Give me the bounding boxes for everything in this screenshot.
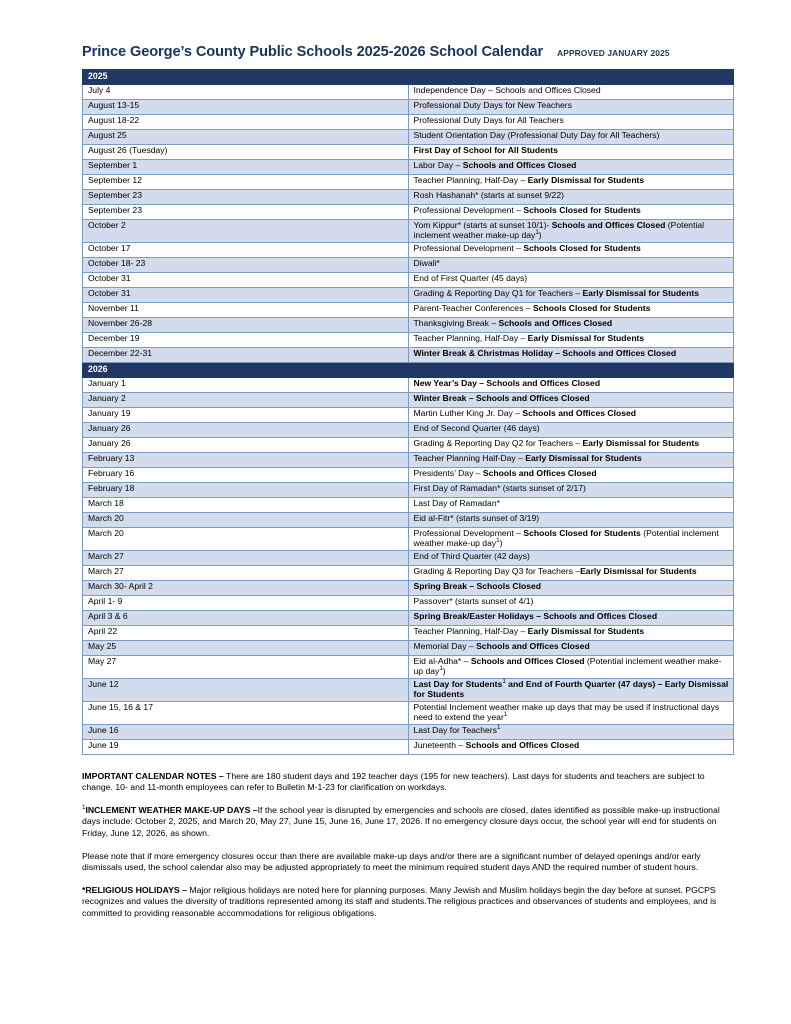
calendar-date-cell: September 12	[83, 175, 409, 190]
calendar-event-cell: Martin Luther King Jr. Day – Schools and Offices Closed	[408, 407, 734, 422]
table-row	[83, 655, 734, 678]
calendar-event-cell: End of Third Quarter (42 days)	[408, 550, 734, 565]
table-row	[83, 595, 734, 610]
table-row	[83, 145, 734, 160]
calendar-date-cell: March 20	[83, 512, 409, 527]
calendar-date-cell: January 26	[83, 422, 409, 437]
calendar-event-cell: New Year’s Day – Schools and Offices Closed	[408, 377, 734, 392]
calendar-date-cell: January 1	[83, 377, 409, 392]
calendar-date-cell: August 26 (Tuesday)	[83, 145, 409, 160]
table-row	[83, 497, 734, 512]
calendar-date-cell: January 26	[83, 437, 409, 452]
calendar-event-cell: Presidents’ Day – Schools and Offices Closed	[408, 467, 734, 482]
calendar-date-cell: August 18-22	[83, 115, 409, 130]
calendar-event-cell: Teacher Planning, Half-Day – Early Dismissal for Students	[408, 332, 734, 347]
calendar-note-paragraph: $^1$INCLEMENT WEATHER MAKE-UP DAYS –If the school year is disrupted by emergencies and schools are closed, dates identified as possible make-up instructional days include: October 2, 2025, and March 20, May 27, June 15, June 16, June 17, 2026. If no emergency closure days occur, the school year will end for students on Friday, June 12, 2026, as shown.	[82, 803, 720, 838]
table-row	[83, 302, 734, 317]
calendar-date-cell: August 13-15	[83, 100, 409, 115]
calendar-event-cell: Passover* (starts sunset of 4/1)	[408, 595, 734, 610]
table-row	[83, 580, 734, 595]
calendar-date-cell: February 18	[83, 482, 409, 497]
calendar-date-cell: September 23	[83, 190, 409, 205]
calendar-event-cell: Last Day of Ramadan*	[408, 497, 734, 512]
calendar-event-cell: Teacher Planning Half-Day – Early Dismissal for Students	[408, 452, 734, 467]
table-row	[83, 257, 734, 272]
calendar-date-cell: December 19	[83, 332, 409, 347]
table-row	[83, 610, 734, 625]
table-row	[83, 115, 734, 130]
calendar-date-cell: June 19	[83, 739, 409, 754]
calendar-event-cell: Independence Day – Schools and Offices Closed	[408, 85, 734, 100]
table-row	[83, 437, 734, 452]
table-row	[83, 175, 734, 190]
calendar-event-cell: Professional Development – Schools Closed for Students (Potential inclement weather make-up day$^1$)	[408, 527, 734, 550]
table-row	[83, 190, 734, 205]
calendar-event-cell: Parent-Teacher Conferences – Schools Closed for Students	[408, 302, 734, 317]
table-row	[83, 272, 734, 287]
calendar-note-paragraph: Please note that if more emergency closures occur than there are available make-up days and/or there are a significant number of delayed openings and/or early dismissals used, the school calendar also may be adjusted appropriately to meet the minimum required student days AND the required number of student hours.	[82, 850, 701, 873]
calendar-date-cell: October 17	[83, 242, 409, 257]
calendar-note-paragraph: IMPORTANT CALENDAR NOTES – There are 180 student days and 192 teacher days (195 for new teachers). Last days for students and teachers are subject to change. 10- and 11-month employees can refer to Bulletin M-1-23 for clarification on workdays.	[82, 770, 705, 793]
calendar-date-cell: March 27	[83, 565, 409, 580]
table-row	[83, 739, 734, 754]
page-title: Prince George’s County Public Schools 2025-2026 School Calendar	[82, 44, 544, 60]
table-row	[83, 482, 734, 497]
table-row	[83, 640, 734, 655]
calendar-event-cell: Potential Inclement weather make up days that may be used if instructional days need to extend the year$^1$	[408, 701, 734, 724]
calendar-event-cell: End of Second Quarter (46 days)	[408, 422, 734, 437]
calendar-date-cell: April 3 & 6	[83, 610, 409, 625]
calendar-event-cell: Winter Break – Schools and Offices Closed	[408, 392, 734, 407]
calendar-event-cell: Diwali*	[408, 257, 734, 272]
calendar-date-cell: October 2	[83, 220, 409, 243]
table-row	[83, 625, 734, 640]
calendar-event-cell: Spring Break/Easter Holidays – Schools and Offices Closed	[408, 610, 734, 625]
table-row	[83, 724, 734, 739]
calendar-event-cell: Teacher Planning, Half-Day – Early Dismissal for Students	[408, 175, 734, 190]
calendar-date-cell: March 18	[83, 497, 409, 512]
table-row	[83, 100, 734, 115]
table-row	[83, 85, 734, 100]
calendar-event-cell: Grading & Reporting Day Q3 for Teachers –Early Dismissal for Students	[408, 565, 734, 580]
calendar-date-cell: July 4	[83, 85, 409, 100]
table-row	[83, 220, 734, 243]
calendar-event-cell: Eid al-Adha* – Schools and Offices Closed (Potential inclement weather make-up day$^1$)	[408, 655, 734, 678]
calendar-date-cell: February 16	[83, 467, 409, 482]
table-row	[83, 317, 734, 332]
calendar-date-cell: June 16	[83, 724, 409, 739]
document-header	[82, 44, 735, 60]
calendar-date-cell: March 30- April 2	[83, 580, 409, 595]
calendar-event-cell: Student Orientation Day (Professional Duty Day for All Teachers)	[408, 130, 734, 145]
calendar-event-cell: Grading & Reporting Day Q1 for Teachers – Early Dismissal for Students	[408, 287, 734, 302]
calendar-event-cell: First Day of School for All Students	[408, 145, 734, 160]
calendar-date-cell: October 31	[83, 272, 409, 287]
calendar-date-cell: December 22-31	[83, 347, 409, 362]
calendar-note-paragraph: *RELIGIOUS HOLIDAYS – Major religious holidays are noted here for planning purposes. Many Jewish and Muslim holidays begin the day before at sunset. PGCPS recognizes and values the diversity of traditions represented among its staff and students.The religious practices and observances of students and employees, and is committed to providing reasonable accommodations for religious obligations.	[82, 884, 717, 918]
calendar-event-cell: Professional Development – Schools Closed for Students	[408, 242, 734, 257]
calendar-date-cell: April 22	[83, 625, 409, 640]
calendar-date-cell: January 2	[83, 392, 409, 407]
table-row	[83, 512, 734, 527]
table-row	[83, 452, 734, 467]
calendar-year-label: 2026	[83, 362, 734, 377]
approval-stamp: APPROVED JANUARY 2025	[557, 48, 670, 58]
calendar-year-label: 2025	[83, 70, 734, 85]
calendar-date-cell: September 1	[83, 160, 409, 175]
table-row	[83, 407, 734, 422]
table-row	[83, 205, 734, 220]
calendar-date-cell: May 27	[83, 655, 409, 678]
table-row	[83, 467, 734, 482]
calendar-date-cell: June 15, 16 & 17	[83, 701, 409, 724]
calendar-date-cell: May 25	[83, 640, 409, 655]
table-row	[83, 701, 734, 724]
calendar-event-cell: Last Day for Teachers$^1$	[408, 724, 734, 739]
calendar-date-cell: November 11	[83, 302, 409, 317]
calendar-date-cell: October 18- 23	[83, 257, 409, 272]
calendar-event-cell: Professional Development – Schools Closed for Students	[408, 205, 734, 220]
table-row	[83, 347, 734, 362]
calendar-event-cell: Grading & Reporting Day Q2 for Teachers – Early Dismissal for Students	[408, 437, 734, 452]
calendar-date-cell: September 23	[83, 205, 409, 220]
table-row	[83, 160, 734, 175]
table-row	[83, 527, 734, 550]
calendar-date-cell: March 20	[83, 527, 409, 550]
calendar-event-cell: Winter Break & Christmas Holiday – Schools and Offices Closed	[408, 347, 734, 362]
calendar-year-header	[83, 362, 734, 377]
table-row	[83, 130, 734, 145]
calendar-event-cell: Last Day for Students$^1$ and End of Fourth Quarter (47 days) – Early Dismissal for Students	[408, 678, 734, 701]
calendar-event-cell: End of First Quarter (45 days)	[408, 272, 734, 287]
table-row	[83, 287, 734, 302]
table-row	[83, 242, 734, 257]
table-row	[83, 392, 734, 407]
calendar-date-cell: March 27	[83, 550, 409, 565]
calendar-event-cell: Teacher Planning, Half-Day – Early Dismissal for Students	[408, 625, 734, 640]
calendar-date-cell: January 19	[83, 407, 409, 422]
calendar-date-cell: April 1- 9	[83, 595, 409, 610]
calendar-event-cell: Spring Break – Schools Closed	[408, 580, 734, 595]
calendar-date-cell: October 31	[83, 287, 409, 302]
table-row	[83, 422, 734, 437]
calendar-date-cell: February 13	[83, 452, 409, 467]
calendar-event-cell: Labor Day – Schools and Offices Closed	[408, 160, 734, 175]
calendar-table-body	[83, 70, 734, 755]
table-row	[83, 332, 734, 347]
calendar-event-cell: Juneteenth – Schools and Offices Closed	[408, 739, 734, 754]
table-row	[83, 377, 734, 392]
table-row	[83, 678, 734, 701]
calendar-event-cell: Professional Duty Days for All Teachers	[408, 115, 734, 130]
calendar-date-cell: June 12	[83, 678, 409, 701]
calendar-event-cell: Memorial Day – Schools and Offices Closed	[408, 640, 734, 655]
table-row	[83, 565, 734, 580]
calendar-event-cell: Rosh Hashanah* (starts at sunset 9/22)	[408, 190, 734, 205]
calendar-notes	[82, 771, 734, 920]
calendar-year-header	[83, 70, 734, 85]
calendar-date-cell: August 25	[83, 130, 409, 145]
calendar-event-cell: Thanksgiving Break – Schools and Offices Closed	[408, 317, 734, 332]
calendar-event-cell: Yom Kippur* (starts at sunset 10/1)- Schools and Offices Closed (Potential inclement weather make-up day$^1$)	[408, 220, 734, 243]
calendar-date-cell: November 26-28	[83, 317, 409, 332]
calendar-event-cell: Professional Duty Days for New Teachers	[408, 100, 734, 115]
table-row	[83, 550, 734, 565]
calendar-table	[82, 69, 734, 755]
calendar-event-cell: First Day of Ramadan* (starts sunset of 2/17)	[408, 482, 734, 497]
calendar-event-cell: Eid al-Fitr* (starts sunset of 3/19)	[408, 512, 734, 527]
